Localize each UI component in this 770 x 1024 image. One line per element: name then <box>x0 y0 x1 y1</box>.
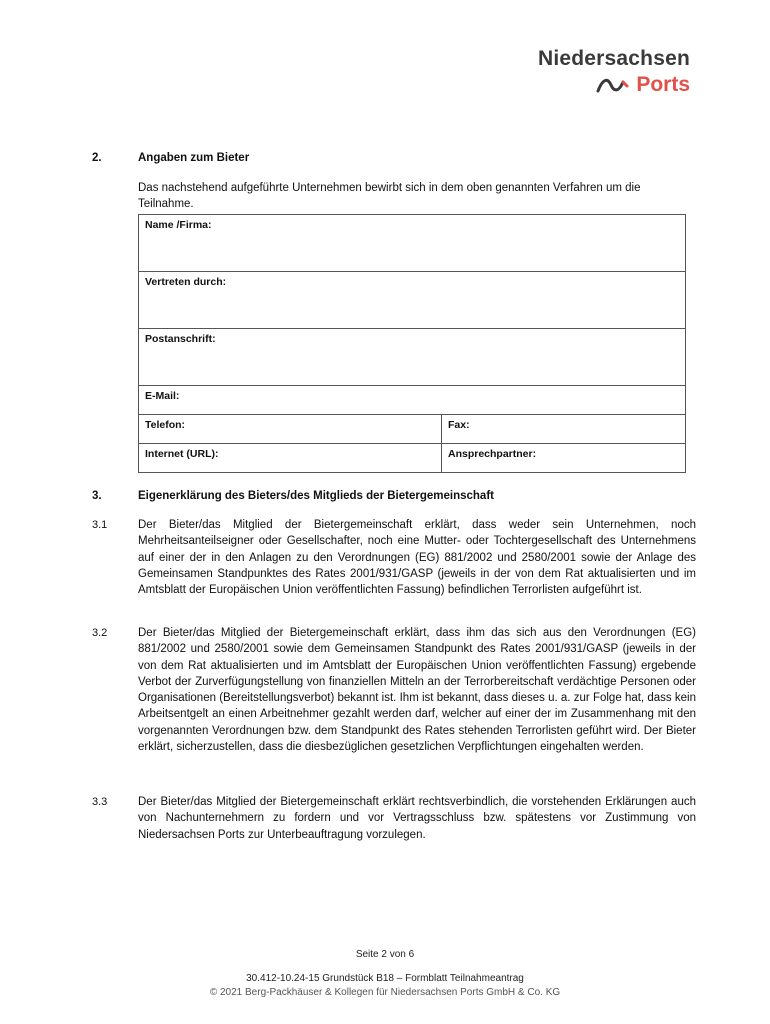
internet-label: Internet (URL): <box>145 448 219 460</box>
vertreten-label: Vertreten durch: <box>145 276 227 288</box>
ansprechpartner-field[interactable] <box>442 444 686 473</box>
document-reference: 30.412-10.24-15 Grundstück B18 – Formblatt Teilnahmeantrag <box>246 973 524 984</box>
vertreten-field[interactable] <box>139 272 686 329</box>
bidder-form-table <box>138 214 686 473</box>
paragraph-3-1-number: 3.1 <box>92 519 108 531</box>
telefon-label: Telefon: <box>145 419 186 431</box>
telefon-field[interactable] <box>139 415 442 444</box>
postanschrift-label: Postanschrift: <box>145 333 216 345</box>
logo-ports: Ports <box>636 73 690 96</box>
section-2-title: Angaben zum Bieter <box>138 152 250 164</box>
paragraph-3-3: Der Bieter/das Mitglied der Bietergemeinschaft erklärt rechtsverbindlich, die vorstehenden Erklärungen auch von Nachunternehmern zu fordern und vor Vertragsschluss bzw. spätestens vor Zustimmung von Niedersachsen Ports zur Unterbeauftragung vorzulegen. <box>138 796 696 841</box>
copyright: © 2021 Berg-Packhäuser & Kollegen für Niedersachsen Ports GmbH & Co. KG <box>209 987 561 998</box>
paragraph-3-2: Der Bieter/das Mitglied der Bietergemeinschaft erklärt, dass ihm das sich aus den Verordnungen (EG) 881/2002 und 2580/2001 sowie dem Gemeinsamen Standpunkt des Rates 2001/931/GASP (jeweils in der von dem Rat aktualisierten und im Amtsblatt der Europäischen Union veröffentlichten Fassung) ergebende Verbot der Zurverfügungstellung von finanziellen Mitteln an der Terrorbereitschaft verdächtige Personen oder Organisationen (Bereitstellungsverbot) bekannt ist. Ihm ist bekannt, dass dieses u. a. zur Folge hat, dass kein Arbeitsentgelt an einen Arbeitnehmer gezahlt werden darf, welcher auf einer der im Zusammenhang mit den vorgenannten Verordnungen bzw. dem Standpunkt des Rates stehenden Terrorlisten geführt wird. Der Bieter erklärt, sicherzustellen, dass die diesbezüglichen gesetzlichen Verpflichtungen eingehalten werden. <box>138 627 696 754</box>
email-field[interactable] <box>139 386 686 415</box>
wave-check-icon <box>596 76 634 94</box>
paragraph-3-1: Der Bieter/das Mitglied der Bietergemeinschaft erklärt, dass weder sein Unternehmen, noch Mehrheitsanteilseigner oder Gesellschafter, noch eine Mutter- oder Tochtergesellschaft des Unternehmens auf einer der in den Anlagen zu den Verordnungen (EG) 881/2002 und 2580/2001 sowie der Anlage des Gemeinsamen Standpunktes des Rates 2001/931/GASP (jeweils in der von dem Rat aktualisierten und im Amtsblatt der Europäischen Union veröffentlichten Fassung) befindlichen Terrorlisten aufgeführt ist. <box>138 519 696 597</box>
internet-field[interactable] <box>139 444 442 473</box>
section-2-number: 2. <box>92 152 102 164</box>
ansprechpartner-label: Ansprechpartner: <box>448 448 537 460</box>
logo-sub <box>538 73 690 97</box>
paragraph-3-2-number: 3.2 <box>92 627 108 639</box>
section-3-number: 3. <box>92 490 102 502</box>
name-label: Name /Firma: <box>145 219 212 231</box>
logo-title: Niedersachsen <box>537 47 690 70</box>
section-3-title: Eigenerklärung des Bieters/des Mitglieds der Bietergemeinschaft <box>138 490 494 502</box>
email-label: E-Mail: <box>145 390 180 402</box>
paragraph-3-3-number: 3.3 <box>92 796 108 808</box>
fax-field[interactable] <box>442 415 686 444</box>
fax-label: Fax: <box>448 419 470 431</box>
section-2-intro: Das nachstehend aufgeführte Unternehmen bewirbt sich in dem oben genannten Verfahren um die Teilnahme. <box>138 182 641 210</box>
name-field[interactable] <box>139 215 686 272</box>
page-number: Seite 2 von 6 <box>355 949 415 960</box>
logo <box>538 46 690 97</box>
postanschrift-field[interactable] <box>139 329 686 386</box>
